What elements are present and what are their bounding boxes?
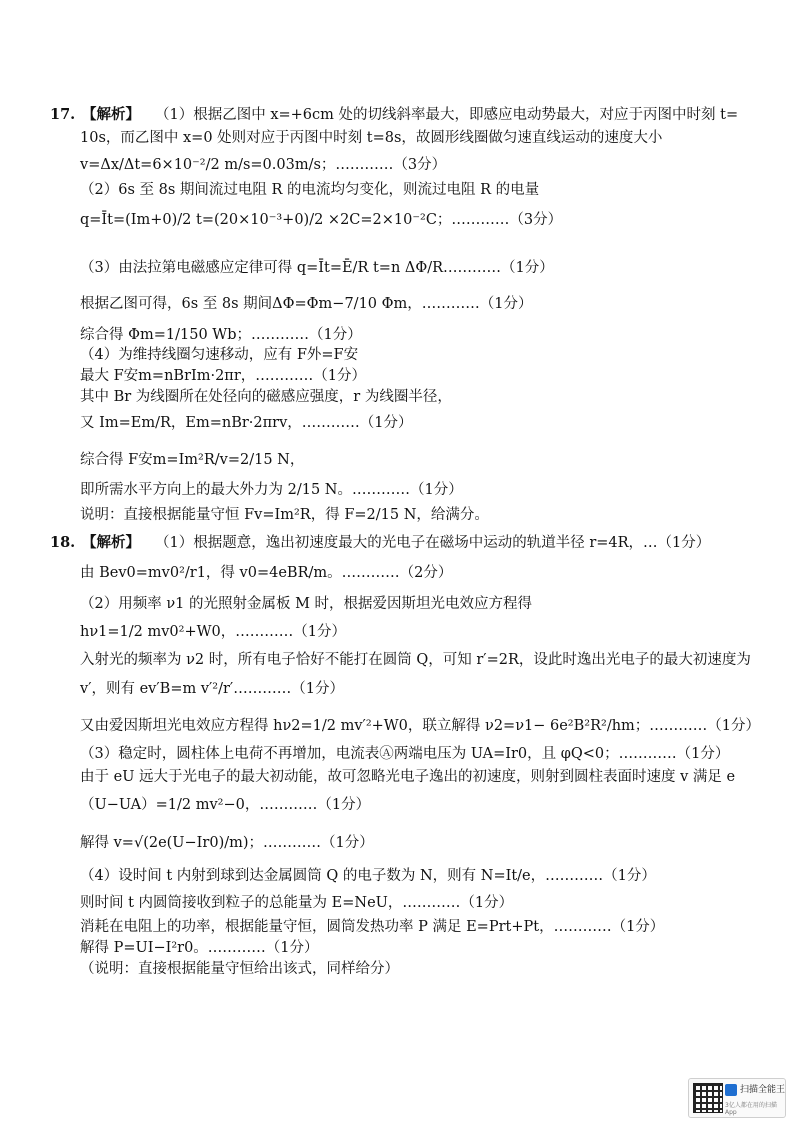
q17-line-7: 综合得 Φm=1/150 Wb；…………（1分）	[80, 327, 362, 343]
q18-line-2: （2）用频率 ν1 的光照射金属板 M 时，根据爱因斯坦光电效应方程得	[80, 596, 533, 612]
q18-line-7: （3）稳定时，圆柱体上电荷不再增加，电流表Ⓐ两端电压为 UA=Ir0，且 φQ<0；…………（1分）	[80, 746, 730, 762]
q17-line-3: （2）6s 至 8s 期间流过电阻 R 的电流均匀变化，则流过电阻 R 的电量	[80, 182, 540, 198]
question-17-tag: 【解析】	[82, 106, 140, 123]
scanner-subtitle: 3亿人都在用的扫描App	[725, 1102, 777, 1116]
q17-line-11: 又 Im=Em/R，Em=nBr·2πrv，…………（1分）	[80, 415, 413, 431]
q17-line-9: 最大 F安m=nBrIm·2πr，…………（1分）	[80, 368, 366, 384]
q17-line-5: （3）由法拉第电磁感应定律可得 q=Īt=Ē/R t=n ΔΦ/R…………（1分）	[80, 260, 554, 276]
q18-line-0: （1）根据题意，逸出初速度最大的光电子在磁场中运动的轨道半径 r=4R，…（1分）	[155, 535, 711, 551]
scanner-watermark	[688, 1078, 786, 1118]
q17-line-14: 说明：直接根据能量守恒 Fv=Im²R，得 F=2/15 N，给满分。	[80, 507, 489, 523]
q17-line-12: 综合得 F安m=Im²R/v=2/15 N，	[80, 452, 305, 468]
q18-line-10: 解得 v=√(2e(U−Ir0)/m)；…………（1分）	[80, 835, 374, 851]
q18-line-8: 由于 eU 远大于光电子的最大初动能，故可忽略光电子逸出的初速度，则射到圆柱表面时速度 v 满足 e	[80, 769, 736, 785]
q18-line-15: （说明：直接根据能量守恒给出该式，同样给分）	[80, 961, 399, 977]
q17-line-1: 10s，而乙图中 x=0 处则对应于丙图中时刻 t=8s，故圆形线圈做匀速直线运动的速度大小	[80, 130, 663, 146]
q17-line-2: v=Δx/Δt=6×10⁻²/2 m/s=0.03m/s；…………（3分）	[80, 157, 447, 173]
scanner-logo-icon	[725, 1084, 737, 1096]
q18-line-14: 解得 P=UI−I²r0。…………（1分）	[80, 940, 319, 956]
q17-line-6: 根据乙图可得，6s 至 8s 期间ΔΦ=Φm−7/10 Φm，…………（1分）	[80, 296, 533, 312]
q18-line-6: 又由爱因斯坦光电效应方程得 hν2=1/2 mv′²+W0，联立解得 ν2=ν1− 6e²B²R²/hm；…………（1分）	[80, 718, 761, 734]
q18-line-12: 则时间 t 内圆筒接收到粒子的总能量为 E=NeU，…………（1分）	[80, 895, 514, 911]
qr-code-icon	[693, 1083, 723, 1113]
q17-line-8: （4）为维持线圈匀速移动，应有 F外=F安	[80, 347, 359, 363]
question-18-number: 18.	[50, 534, 76, 551]
q17-line-13: 即所需水平方向上的最大外力为 2/15 N。…………（1分）	[80, 482, 463, 498]
q17-line-0: （1）根据乙图中 x=+6cm 处的切线斜率最大，即感应电动势最大，对应于丙图中时刻 t=	[155, 107, 739, 123]
q18-line-11: （4）设时间 t 内射到球到达金属圆筒 Q 的电子数为 N，则有 N=It/e，…………（1分）	[80, 868, 656, 884]
scanner-title: 扫描全能王	[740, 1085, 786, 1095]
question-18-tag: 【解析】	[82, 534, 140, 551]
q18-line-13: 消耗在电阻上的功率，根据能量守恒，圆筒发热功率 P 满足 E=Prt+Pt，…………（1分）	[80, 919, 665, 935]
q18-line-9: （U−UA）=1/2 mv²−0，…………（1分）	[80, 797, 371, 813]
q18-line-1: 由 Bev0=mv0²/r1，得 v0=4eBR/m。…………（2分）	[80, 565, 453, 581]
q18-line-3: hν1=1/2 mv0²+W0，…………（1分）	[80, 624, 346, 640]
q17-line-4: q=Īt=(Im+0)/2 t=(20×10⁻³+0)/2 ×2C=2×10⁻²C；…………（3分）	[80, 212, 563, 228]
q18-line-4: 入射光的频率为 ν2 时，所有电子恰好不能打在圆筒 Q，可知 r′=2R，设此时逸出光电子的最大初速度为	[80, 652, 751, 668]
q18-line-5: v′，则有 ev′B=m v′²/r′…………（1分）	[80, 681, 344, 697]
q17-line-10: 其中 Br 为线圈所在处径向的磁感应强度，r 为线圈半径，	[80, 389, 452, 405]
question-17-number: 17.	[50, 106, 76, 123]
